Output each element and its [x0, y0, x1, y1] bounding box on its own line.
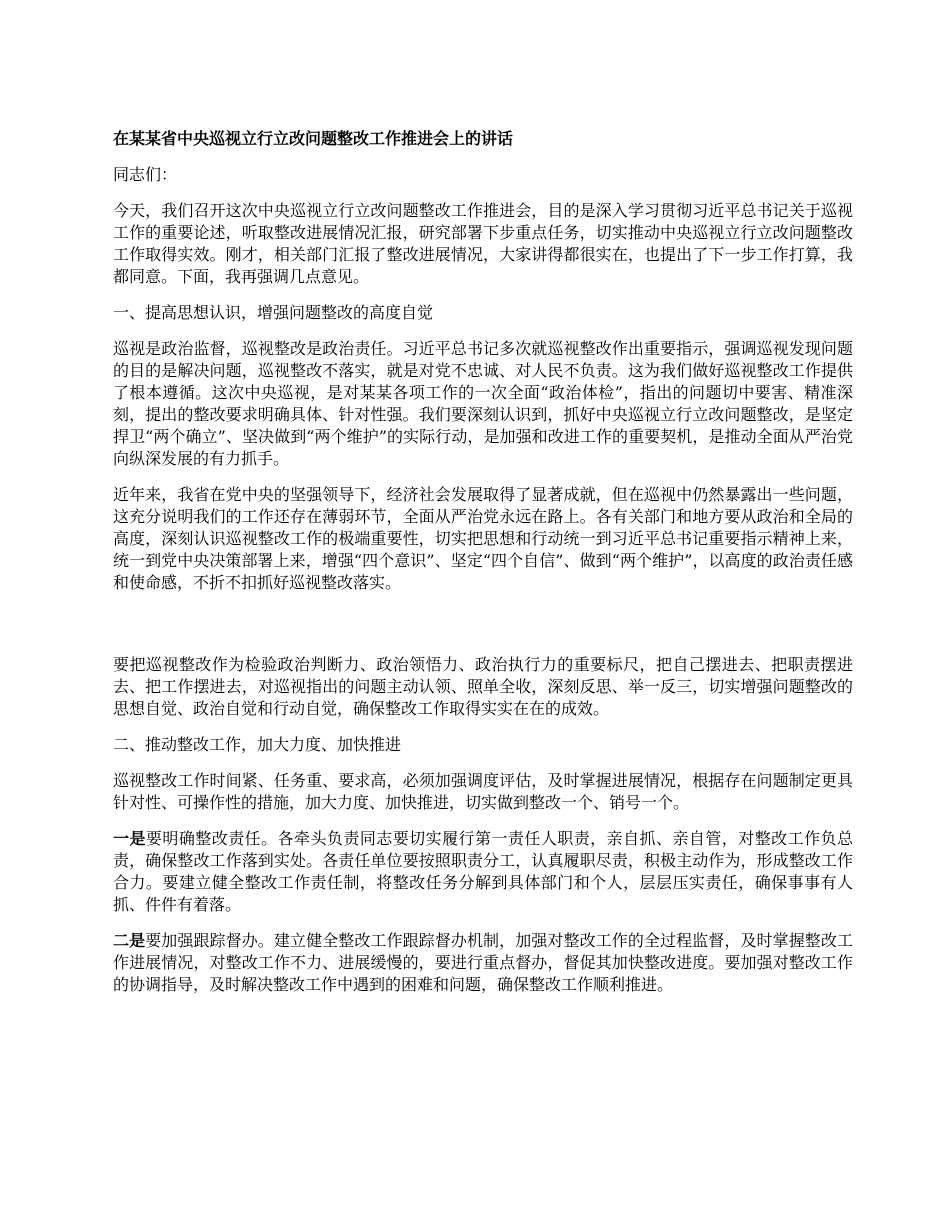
section-2-heading: 二、推动整改工作，加大力度、加快推进	[113, 735, 402, 754]
item-1-lead: 一是	[113, 829, 146, 848]
section-1-heading: 一、提高思想认识，增强问题整改的高度自觉	[113, 303, 434, 322]
document-title: 在某某省中央巡视立行立改问题整改工作推进会上的讲话	[113, 129, 514, 148]
section-2-paragraph-1: 巡视整改工作时间紧、任务重、要求高，必须加强调度评估，及时掌握进展情况，根据存在问题制定更具针对性、可操作性的措施，加大力度、加快推进，切实做到整改一个、销号一个。	[113, 771, 853, 812]
item-2-text: 要加强跟踪督办。建立健全整改工作跟踪督办机制，加强对整改工作的全过程监督，及时掌握整改工作进展情况，对整改工作不力、进展缓慢的，要进行重点督办，督促其加快整改进度。要加强对整改工作的协调指导，及时解决整改工作中遇到的困难和问题，确保整改工作顺利推进。	[113, 931, 853, 994]
section-1-paragraph-3: 要把巡视整改作为检验政治判断力、政治领悟力、政治执行力的重要标尺，把自己摆进去、把职责摆进去、把工作摆进去，对巡视指出的问题主动认领、照单全收，深刻反思、举一反三，切实增强问题整改的思想自觉、政治自觉和行动自觉，确保整改工作取得实实在在的成效。	[113, 655, 853, 718]
section-1-paragraph-2: 近年来，我省在党中央的坚强领导下，经济社会发展取得了显著成就，但在巡视中仍然暴露出一些问题，这充分说明我们的工作还存在薄弱环节，全面从严治党永远在路上。各有关部门和地方要从政治和全局的高度，深刻认识巡视整改工作的极端重要性，切实把思想和行动统一到习近平总书记重要指示精神上来，统一到党中央决策部署上来，增强“四个意识”、坚定“四个自信”、做到“两个维护”，以高度的政治责任感和使命感，不折不扣抓好巡视整改落实。	[113, 485, 853, 592]
section-2-item-2	[113, 930, 853, 996]
paragraph-gap	[113, 608, 853, 654]
salutation: 同志们：	[113, 165, 178, 184]
section-1-paragraph-1: 巡视是政治监督，巡视整改是政治责任。习近平总书记多次就巡视整改作出重要指示，强调巡视发现问题的目的是解决问题，巡视整改不落实，就是对党不忠诚、对人民不负责。这为我们做好巡视整改工作提供了根本遵循。这次中央巡视，是对某某各项工作的一次全面“政治体检”，指出的问题切中要害、精准深刻，提出的整改要求明确具体、针对性强。我们要深刻认识到，抓好中央巡视立行立改问题整改，是坚定捍卫“两个确立”、坚决做到“两个维护”的实际行动，是加强和改进工作的重要契机，是推动全面从严治党向纵深发展的有力抓手。	[113, 339, 853, 468]
section-2-item-1	[113, 828, 853, 916]
intro-paragraph: 今天，我们召开这次中央巡视立行立改问题整改工作推进会，目的是深入学习贯彻习近平总书记关于巡视工作的重要论述，听取整改进展情况汇报，研究部署下步重点任务，切实推动中央巡视立行立改问题整改工作取得实效。刚才，相关部门汇报了整改进展情况，大家讲得都很实在，也提出了下一步工作打算，我都同意。下面，我再强调几点意见。	[113, 201, 853, 286]
document-page	[113, 128, 853, 1010]
item-2-lead: 二是	[113, 931, 146, 950]
item-1-text: 要明确整改责任。各牵头负责同志要切实履行第一责任人职责，亲自抓、亲自管，对整改工作负总责，确保整改工作落到实处。各责任单位要按照职责分工，认真履职尽责，积极主动作为，形成整改工作合力。要建立健全整改工作责任制，将整改任务分解到具体部门和个人，层层压实责任，确保事事有人抓、件件有着落。	[113, 829, 853, 914]
